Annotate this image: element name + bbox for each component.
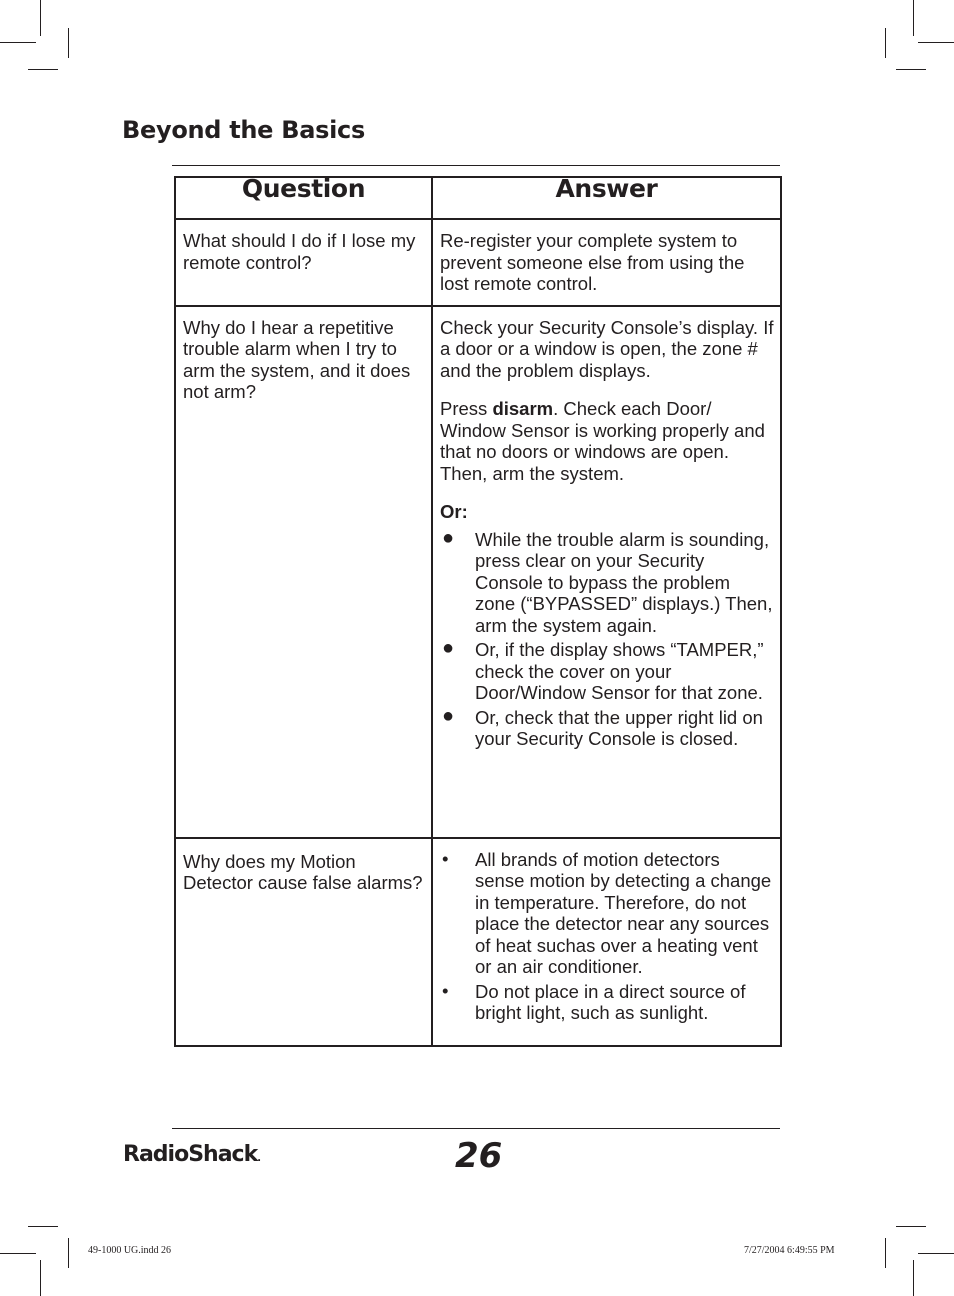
- bullet-list: [440, 526, 774, 750]
- answer-paragraph: Check your Security Console’s display. If a door or a window is open, the zone # and the problem displays.: [440, 316, 774, 381]
- question-cell: Why does my Motion Detector cause false alarms?: [175, 838, 432, 1046]
- table-row: [175, 838, 781, 1046]
- answer-cell: [432, 838, 781, 1046]
- question-cell: What should I do if I lose my remote control?: [175, 219, 432, 306]
- question-header: Question: [175, 177, 432, 219]
- bullet-icon: •: [442, 979, 449, 1001]
- bullet-list: [440, 849, 774, 1024]
- answer-paragraph: Press disarm. Check each Door/ Window Sensor is working properly and that no doors or windows are open. Then, arm the system.: [440, 398, 765, 484]
- page-number: 26: [455, 1136, 503, 1176]
- list-item: ● While the trouble alarm is sounding, press clear on your Security Console to bypass the problem zone (“BYPASSED” displays.) Then, arm the system again.: [442, 526, 773, 636]
- bullet-icon: •: [442, 847, 449, 869]
- file-slug: 49-1000 UG.indd 26: [88, 1245, 172, 1256]
- list-item: ● Or, check that the upper right lid on your Security Console is closed.: [442, 704, 763, 749]
- or-label: Or:: [440, 501, 468, 522]
- header-rule: [172, 165, 780, 166]
- bullet-dot-icon: ●: [442, 637, 455, 659]
- radioshack-logo: RadioShack.: [123, 1142, 262, 1167]
- answer-cell: [432, 306, 781, 838]
- table-row: [175, 306, 781, 838]
- bullet-dot-icon: ●: [442, 526, 455, 549]
- list-item: • Do not place in a direct source of bright light, such as sunlight.: [442, 979, 746, 1023]
- footer-rule: [172, 1128, 780, 1129]
- question-cell: Why do I hear a repetitive trouble alarm when I try to arm the system, and it does not arm?: [175, 306, 432, 838]
- section-title: Beyond the Basics: [122, 116, 365, 144]
- list-item: ● Or, if the display shows “TAMPER,” check the cover on your Door/Window Sensor for that zone.: [442, 637, 764, 703]
- bullet-dot-icon: ●: [442, 704, 455, 727]
- answer-cell: Re-register your complete system to prevent someone else from using the lost remote control.: [432, 219, 781, 306]
- answer-header: Answer: [432, 177, 781, 219]
- disarm-key-label: disarm: [492, 398, 554, 419]
- table-header-row: [175, 177, 781, 219]
- list-item: • All brands of motion detectors sense motion by detecting a change in temperature. Therefore, do not place the detector near any sources of heat suchas over a heating vent or an air conditioner.: [442, 847, 772, 977]
- qa-table: [174, 176, 782, 1047]
- print-timestamp: 7/27/2004 6:49:55 PM: [744, 1245, 835, 1256]
- table-row: [175, 219, 781, 306]
